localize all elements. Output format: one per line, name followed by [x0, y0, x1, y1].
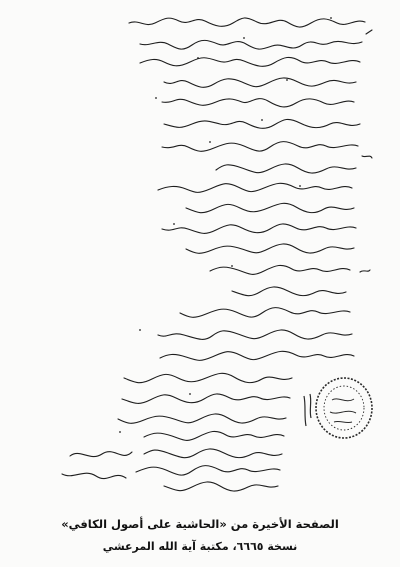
caption-title: الصفحة الأخيرة من «الحاشية على أصول الكافي» — [61, 517, 339, 531]
caption-source: نسخة ٦٦٦٥، مكتبة آية الله المرعشي — [102, 540, 298, 553]
circular-seal-icon — [300, 370, 378, 444]
